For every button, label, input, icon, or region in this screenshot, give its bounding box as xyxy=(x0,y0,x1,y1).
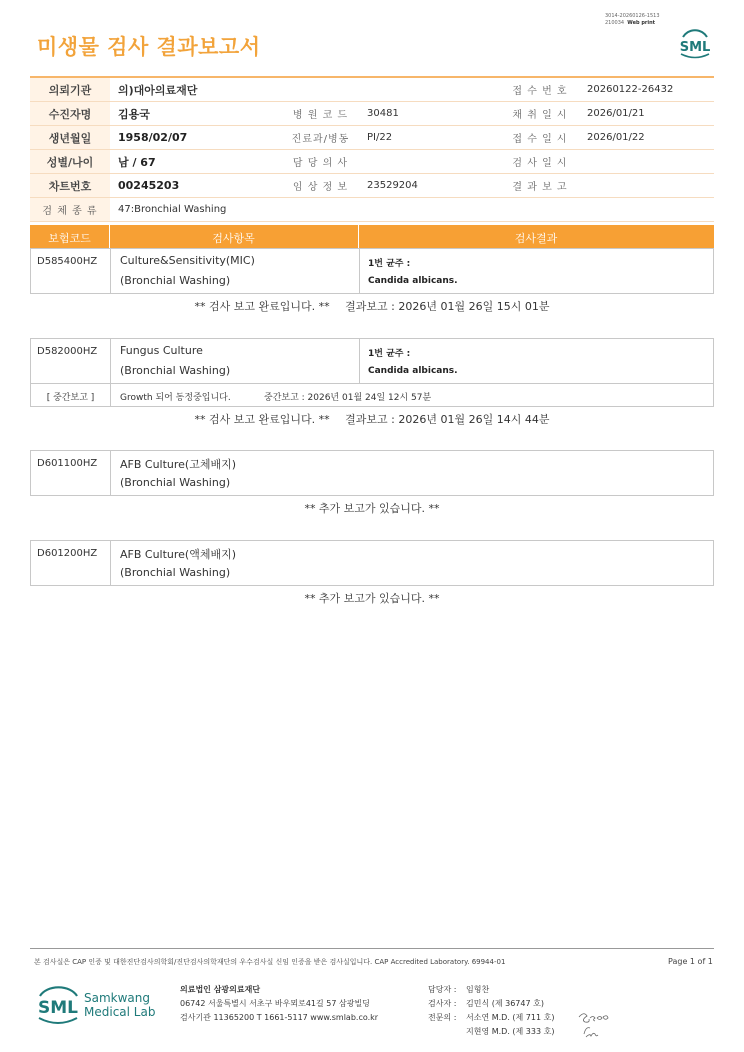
result-note xyxy=(30,500,714,516)
hospital-code-value: 30481 xyxy=(359,102,501,126)
interim-label: [ 중간보고 ] xyxy=(46,393,95,403)
manager-label: 담당자 : xyxy=(428,985,457,994)
note-status: ** 추가 보고가 있습니다. ** xyxy=(304,502,440,515)
clinical-label: 임 상 정 보 xyxy=(282,174,359,198)
result-strain-label: 1번 균주 : xyxy=(368,259,411,269)
col-item-header: 검사항목 xyxy=(212,232,255,245)
note-time: 결과보고 : 2026년 01월 26일 15시 01분 xyxy=(345,300,550,313)
report-value xyxy=(579,174,714,198)
result-row xyxy=(30,338,714,384)
request-org-label: 의뢰기관 xyxy=(30,77,110,102)
col-result-header: 검사결과 xyxy=(514,232,558,245)
name-value: 김용국 xyxy=(110,102,282,126)
note-status: ** 검사 보고 완료입니다. ** xyxy=(194,413,330,426)
note-status: ** 검사 보고 완료입니다. ** xyxy=(194,300,330,313)
specimen-label: 검 체 종 류 xyxy=(30,198,110,222)
result-specimen: (Bronchial Washing) xyxy=(120,566,231,579)
collect-value: 2026/01/21 xyxy=(579,102,714,126)
result-specimen: (Bronchial Washing) xyxy=(120,274,231,287)
result-note xyxy=(30,298,714,314)
specialist-label: 전문의 : xyxy=(428,1013,457,1022)
result-item: Culture&Sensitivity(MIC) xyxy=(120,254,255,267)
logo-text: SML xyxy=(679,40,711,55)
hospital-code-label: 병 원 코 드 xyxy=(282,102,359,126)
print-code2: 210034 xyxy=(605,20,625,26)
accession-label: 접 수 번 호 xyxy=(501,77,579,102)
organization-info xyxy=(180,983,378,1025)
result-row xyxy=(30,450,714,496)
print-code: 3014-20260126-1513 xyxy=(605,13,660,19)
note-time: 결과보고 : 2026년 01월 26일 14시 44분 xyxy=(345,413,550,426)
doctor-value xyxy=(359,150,501,174)
result-code: D601200HZ xyxy=(37,548,98,559)
patient-info-table xyxy=(30,76,714,222)
result-strain-label: 1번 균주 : xyxy=(368,349,411,359)
samkwang-logo xyxy=(37,982,157,1028)
result-organism: Candida albicans. xyxy=(368,276,458,286)
sex-age-value: 남 / 67 xyxy=(110,150,282,174)
signature-image xyxy=(576,1007,612,1041)
accession-value: 20260122-26432 xyxy=(579,77,714,102)
logo-name-1: Samkwang xyxy=(84,991,150,1005)
result-specimen: (Bronchial Washing) xyxy=(120,364,231,377)
result-item: AFB Culture(고체배지) xyxy=(120,458,237,471)
logo-mark-text: SML xyxy=(38,998,78,1018)
report-title: 미생물 검사 결과보고서 xyxy=(37,35,261,59)
result-item: Fungus Culture xyxy=(120,344,203,357)
dob-value: 1958/02/07 xyxy=(110,126,282,150)
request-org-value: 의)대아의료재단 xyxy=(110,77,501,102)
staff-info xyxy=(428,983,554,1039)
result-code: D582000HZ xyxy=(37,346,98,357)
dept-value: PI/22 xyxy=(359,126,501,150)
chart-label: 차트번호 xyxy=(30,174,110,198)
org-name: 의료법인 삼광의료재단 xyxy=(180,985,261,994)
tester-name: 김민식 (제 36747 호) xyxy=(466,999,544,1008)
print-info xyxy=(605,13,660,27)
dept-label: 진료과/병동 xyxy=(282,126,359,150)
test-date-value xyxy=(579,150,714,174)
tester-label: 검사자 : xyxy=(428,999,457,1008)
interim-text: Growth 되어 동정중입니다. xyxy=(120,393,231,403)
result-code: D585400HZ xyxy=(37,256,98,267)
footer-divider xyxy=(30,948,714,949)
print-type: Web print xyxy=(627,20,656,26)
clinical-value: 23529204 xyxy=(359,174,501,198)
dob-label: 생년월일 xyxy=(30,126,110,150)
collect-label: 채 취 일 시 xyxy=(501,102,579,126)
note-status: ** 추가 보고가 있습니다. ** xyxy=(304,592,440,605)
sml-logo xyxy=(676,27,714,61)
result-header xyxy=(30,225,714,248)
result-code: D601100HZ xyxy=(37,458,98,469)
report-label: 결 과 보 고 xyxy=(501,174,579,198)
manager-name: 임형찬 xyxy=(466,985,490,994)
result-note xyxy=(30,590,714,606)
specialist-1: 서소연 M.D. (제 711 호) xyxy=(466,1013,555,1022)
result-note xyxy=(30,411,714,427)
interim-time: 중간보고 : 2026년 01월 24일 12시 57분 xyxy=(264,393,432,403)
page-number: Page 1 of 1 xyxy=(668,957,713,966)
specimen-value: 47:Bronchial Washing xyxy=(110,198,714,222)
logo-name-2: Medical Lab xyxy=(84,1005,156,1019)
specialist-2: 지현영 M.D. (제 333 호) xyxy=(466,1027,555,1036)
interim-report-row xyxy=(30,384,714,407)
test-date-label: 검 사 일 시 xyxy=(501,150,579,174)
result-item: AFB Culture(액체배지) xyxy=(120,548,237,561)
sex-age-label: 성별/나이 xyxy=(30,150,110,174)
chart-value: 00245203 xyxy=(110,174,282,198)
received-value: 2026/01/22 xyxy=(579,126,714,150)
doctor-label: 담 당 의 사 xyxy=(282,150,359,174)
received-label: 접 수 일 시 xyxy=(501,126,579,150)
result-row xyxy=(30,248,714,294)
org-address: 06742 서울특별시 서초구 바우뫼로41길 57 삼광빌딩 xyxy=(180,999,370,1008)
col-code-header: 보험코드 xyxy=(48,232,91,245)
result-organism: Candida albicans. xyxy=(368,366,458,376)
name-label: 수진자명 xyxy=(30,102,110,126)
cap-accreditation-note: 본 검사실은 CAP 인증 및 대한진단검사의학회/진단검사의학재단의 우수검사실 신임 인증을 받은 검사실입니다. CAP Accredited Laboratory. 69944-01 xyxy=(34,958,506,966)
result-row xyxy=(30,540,714,586)
result-specimen: (Bronchial Washing) xyxy=(120,476,231,489)
org-contact: 검사기관 11365200 T 1661-5117 www.smlab.co.kr xyxy=(180,1013,379,1022)
